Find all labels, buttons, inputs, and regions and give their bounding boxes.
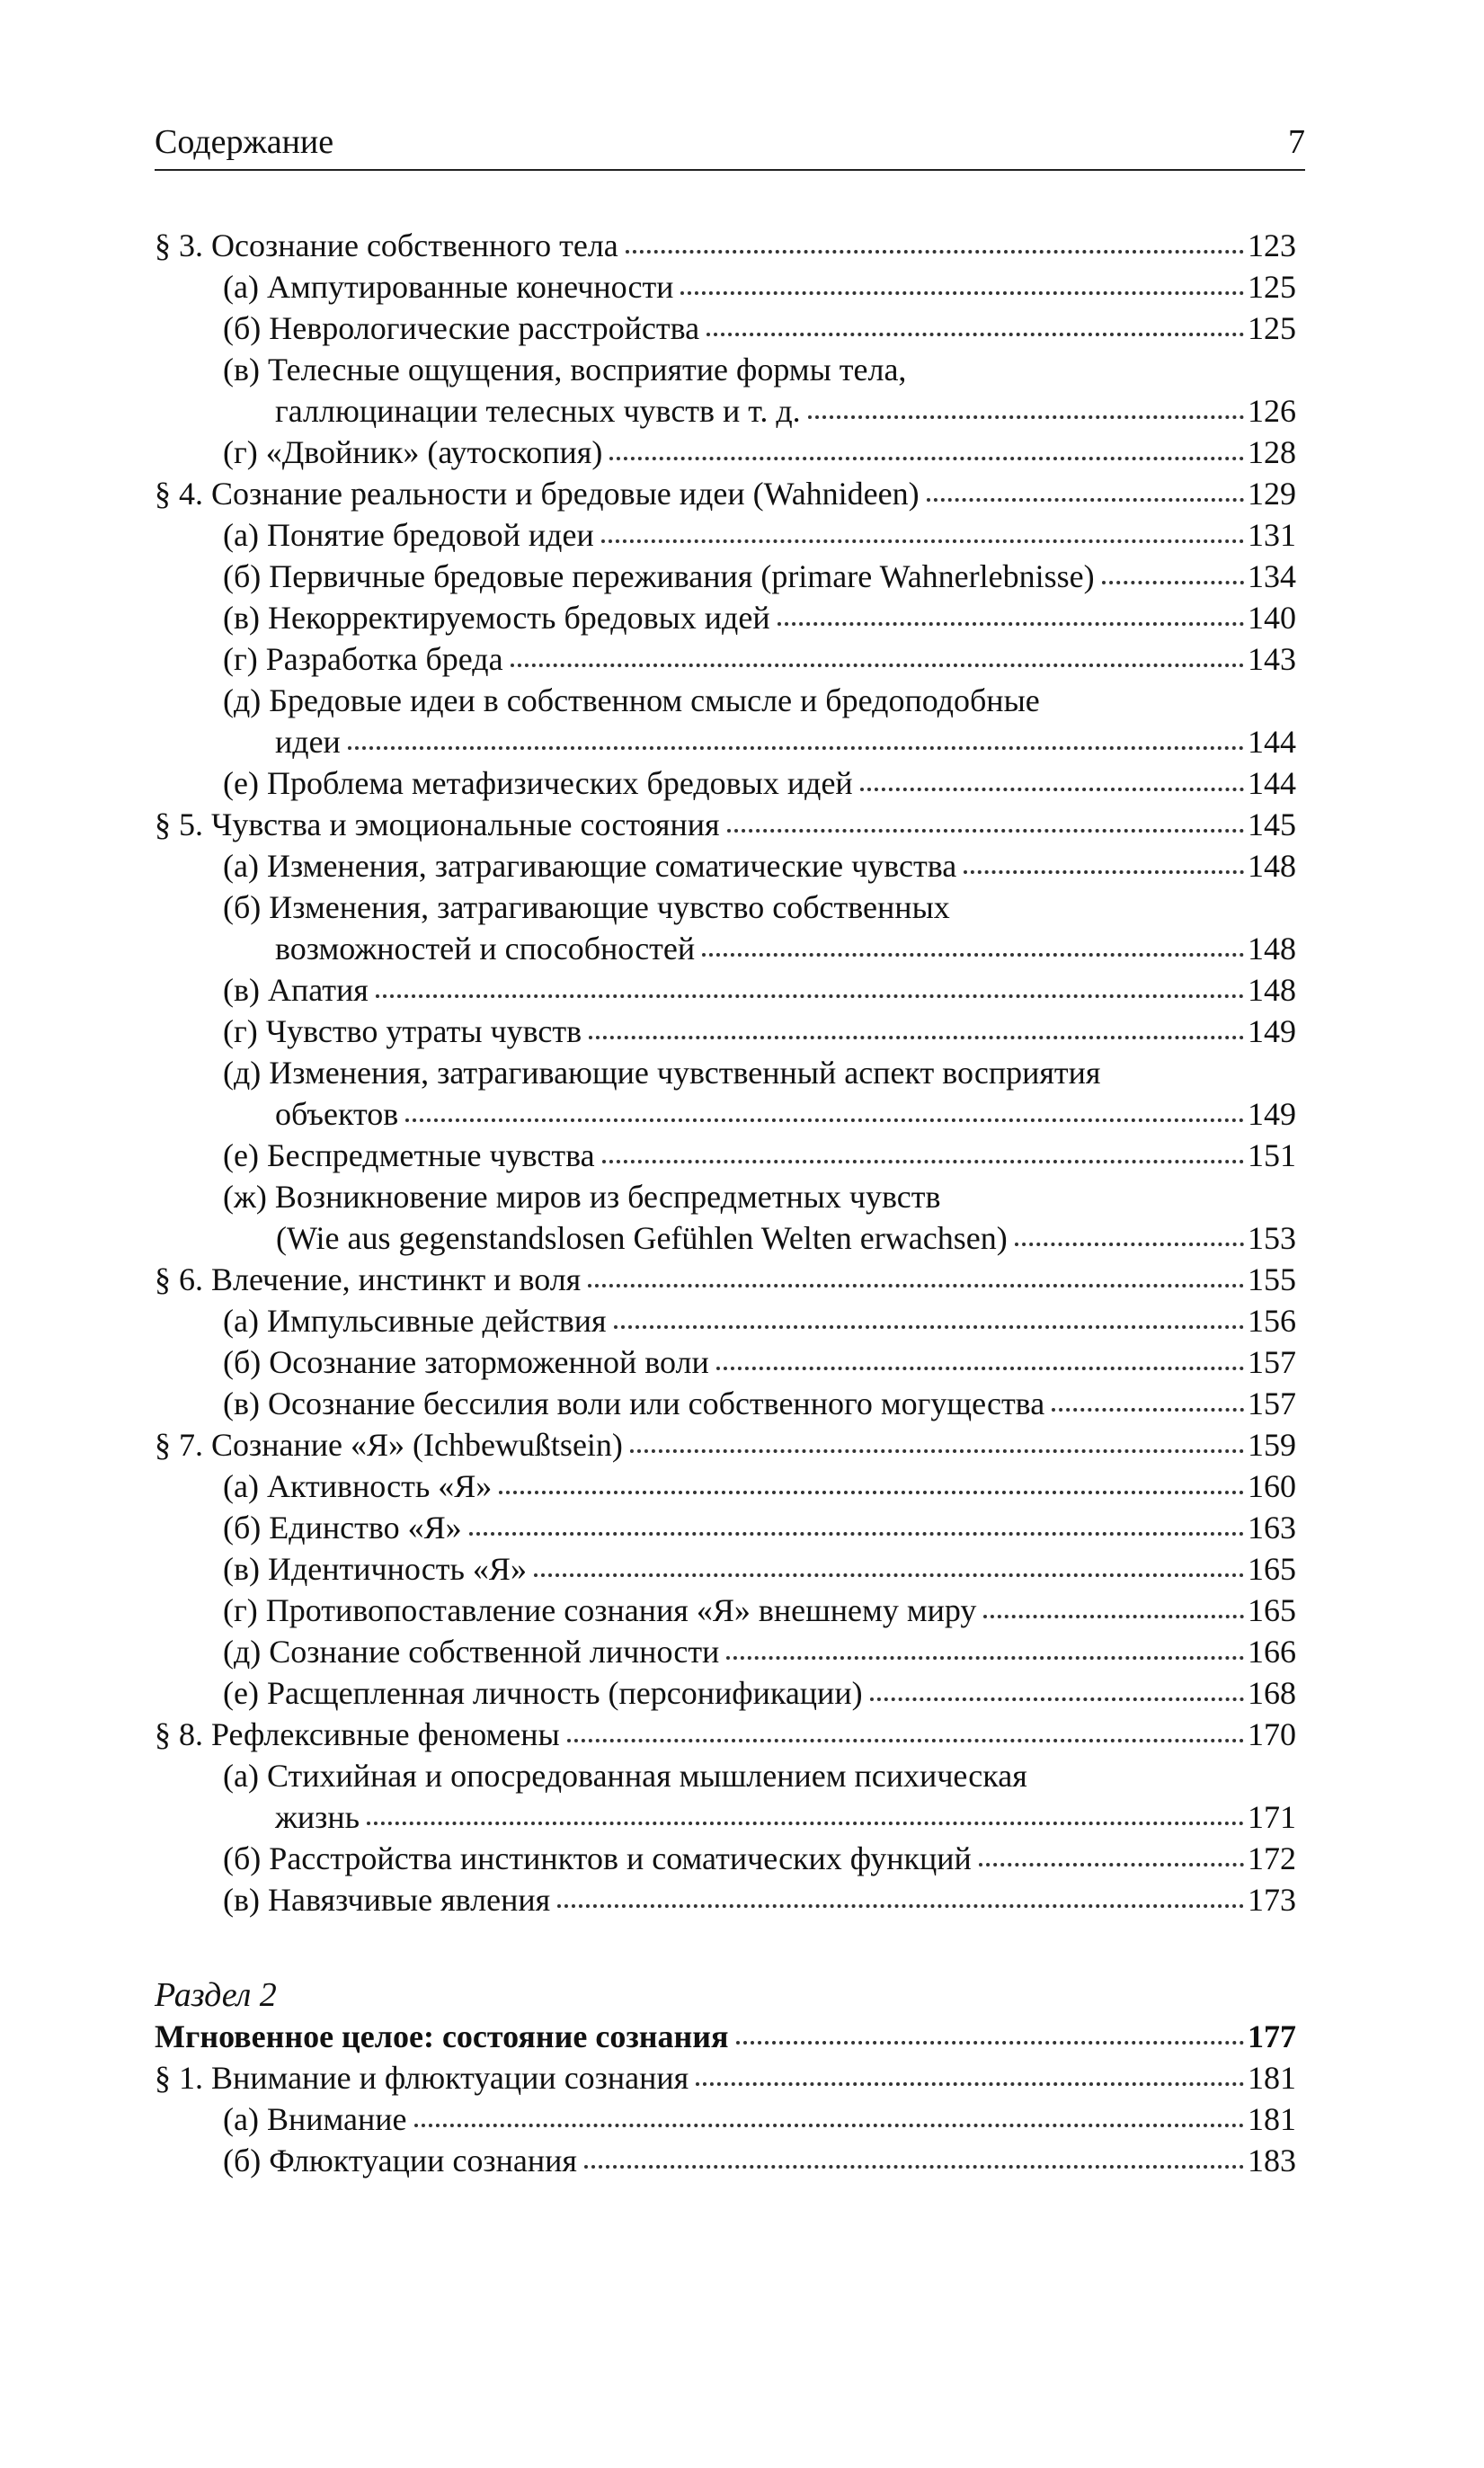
toc-entry-line: (б) Изменения, затрагивающие чувство собственных bbox=[223, 889, 950, 925]
running-head bbox=[155, 115, 1305, 171]
toc-entry: (а) Изменения, затрагивающие соматические чувства 148 bbox=[223, 848, 1296, 884]
toc-entry: Мгновенное целое: состояние сознания 177 bbox=[155, 2018, 1296, 2054]
toc-entry: § 5. Чувства и эмоциональные состояния 145 bbox=[155, 806, 1296, 842]
toc-entry: (г) Чувство утраты чувств 149 bbox=[223, 1013, 1296, 1049]
toc-entry-line: (а) Стихийная и опосредованная мышлением психическая bbox=[223, 1758, 1027, 1794]
toc-entry-line: (д) Изменения, затрагивающие чувственный аспект восприятия bbox=[223, 1055, 1101, 1091]
toc-entry-line: (в) Телесные ощущения, восприятие формы тела, bbox=[223, 352, 907, 388]
toc-entry: (а) Ампутированные конечности 125 bbox=[223, 269, 1296, 305]
toc-entry: (б) Единство «Я» 163 bbox=[223, 1510, 1296, 1546]
toc-entry: (б) Осознание заторможенной воли 157 bbox=[223, 1344, 1296, 1380]
section-title: Раздел 2 bbox=[155, 1976, 277, 2014]
toc-entry: § 4. Сознание реальности и бредовые идеи (Wahnideen) 129 bbox=[155, 476, 1296, 512]
running-head-title: Содержание bbox=[155, 123, 334, 161]
toc-entry: (б) Расстройства инстинктов и соматических функций 172 bbox=[223, 1840, 1296, 1876]
toc-entry: (е) Проблема метафизических бредовых идей 144 bbox=[223, 765, 1296, 801]
toc-entry: (а) Внимание 181 bbox=[223, 2101, 1296, 2137]
toc-entry: (в) Навязчивые явления 173 bbox=[223, 1882, 1296, 1918]
toc-entry: идеи 144 bbox=[275, 724, 1296, 760]
toc-entry: § 6. Влечение, инстинкт и воля 155 bbox=[155, 1261, 1296, 1297]
toc-entry: (г) Разработка бреда 143 bbox=[223, 641, 1296, 677]
page-number: 7 bbox=[1288, 123, 1305, 161]
toc-entry: (б) Флюктуации сознания 183 bbox=[223, 2143, 1296, 2178]
toc-entry: § 3. Осознание собственного тела 123 bbox=[155, 227, 1296, 263]
toc-entry: (а) Понятие бредовой идеи 131 bbox=[223, 517, 1296, 553]
toc-entry-line: (д) Бредовые идеи в собственном смысле и бредоподобные bbox=[223, 682, 1040, 718]
toc-entry: (Wie aus gegenstandslosen Gefühlen Welten erwachsen) 153 bbox=[276, 1220, 1296, 1256]
toc-entry: (а) Активность «Я» 160 bbox=[223, 1468, 1296, 1504]
toc-entry: (б) Первичные бредовые переживания (primare Wahnerlebnisse) 134 bbox=[223, 558, 1296, 594]
toc-entry: (г) «Двойник» (аутоскопия) 128 bbox=[223, 434, 1296, 470]
table-of-contents bbox=[155, 225, 1296, 2181]
toc-entry: (в) Апатия 148 bbox=[223, 972, 1296, 1008]
toc-entry: галлюцинации телесных чувств и т. д. 126 bbox=[275, 393, 1296, 429]
toc-entry: (б) Неврологические расстройства 125 bbox=[223, 310, 1296, 346]
toc-entry: § 1. Внимание и флюктуации сознания 181 bbox=[155, 2060, 1296, 2096]
toc-entry: (д) Сознание собственной личности 166 bbox=[223, 1634, 1296, 1670]
toc-entry: (а) Импульсивные действия 156 bbox=[223, 1303, 1296, 1339]
toc-entry: возможностей и способностей 148 bbox=[275, 931, 1296, 967]
toc-entry: (е) Расщепленная личность (персонификации) 168 bbox=[223, 1675, 1296, 1711]
toc-entry: (г) Противопоставление сознания «Я» внешнему миру 165 bbox=[223, 1592, 1296, 1628]
toc-entry: (е) Беспредметные чувства 151 bbox=[223, 1137, 1296, 1173]
toc-entry: объектов 149 bbox=[275, 1096, 1296, 1132]
toc-entry: § 7. Сознание «Я» (Ichbewußtsein) 159 bbox=[155, 1427, 1296, 1463]
toc-entry: § 8. Рефлексивные феномены 170 bbox=[155, 1716, 1296, 1752]
toc-entry: жизнь 171 bbox=[275, 1799, 1296, 1835]
toc-entry: (в) Осознание бессилия воли или собственного могущества 157 bbox=[223, 1385, 1296, 1421]
toc-entry: (в) Идентичность «Я» 165 bbox=[223, 1551, 1296, 1587]
toc-entry-line: (ж) Возникновение миров из беспредметных чувств bbox=[223, 1179, 941, 1215]
toc-entry: (в) Некорректируемость бредовых идей 140 bbox=[223, 600, 1296, 636]
